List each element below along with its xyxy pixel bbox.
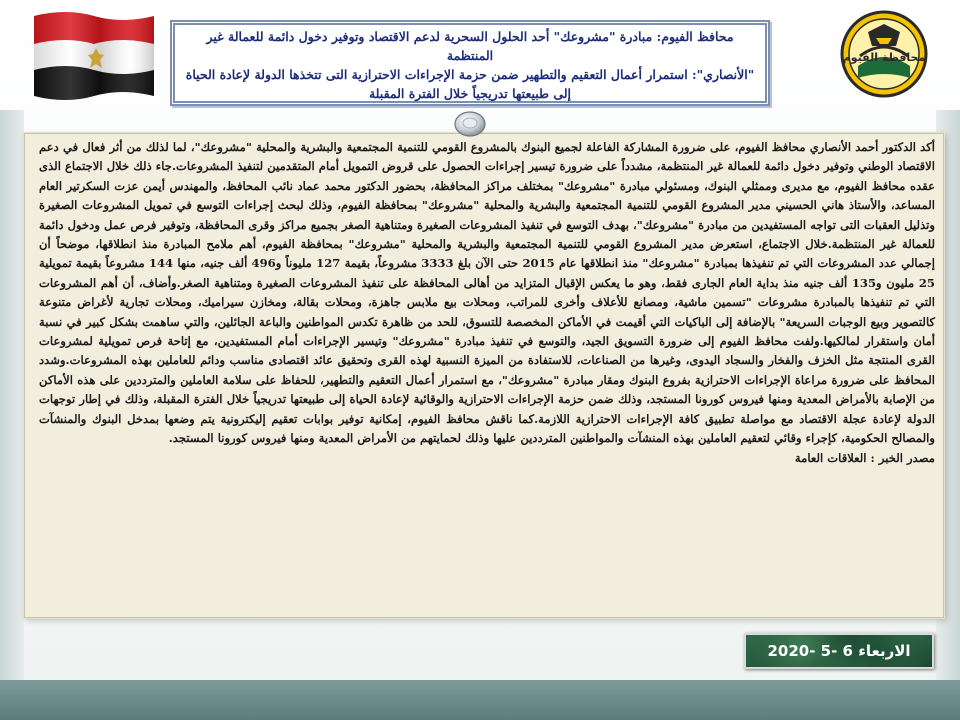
article-panel <box>24 133 944 618</box>
logo-text: محافظة الفيوم <box>842 51 926 64</box>
article-text <box>39 138 935 468</box>
background-footer-band <box>0 680 960 720</box>
background-side-left <box>0 110 24 680</box>
headline-box <box>170 20 770 106</box>
date-plate: الاربعاء 6 -5 -2020 <box>744 633 934 669</box>
egypt-flag-icon <box>30 6 158 102</box>
headline-line-2: "الأنصاري": استمرار أعمال التعقيم والتطهير ضمن حزمة الإجراءات الاحترازية التى تتخذها الدولة لإعادة الحياة إلى طبيعتها تدريجياً خلال الفترة المقبلة <box>185 67 755 101</box>
pin-knob-icon <box>451 110 489 140</box>
headline-line-1: محافظ الفيوم: مبادرة "مشروعك" أحد الحلول السحرية لدعم الاقتصاد وتوفير دخول دائمة للعمالة غير المنتظمة <box>206 29 734 63</box>
fayoum-governorate-logo-icon <box>838 8 930 100</box>
article-body: أكد الدكتور أحمد الأنصاري محافظ الفيوم، على ضرورة المشاركة الفاعلة لجميع البنوك بالمشروع القومي للتنمية المجتمعية والبشرية والمحلية "مشروعك"، لما لذلك من أثر فعال في دعم الاقتصاد الوطني وتوفير دخول دائمة للعمالة غير المنتظمة، مشدداً على ضرورة تيسير إجراءات الحصول على قروض التمويل أمام المتقدمين لتنفيذ المشروعات.جاء ذلك خلال الاجتماع الذى عقده محافظ الفيوم، مع مديرى وممثلي البنوك، ومسئولي مبادرة "مشروعك" بمختلف مراكز المحافظة، بحضور الدكتور محمد عماد نائب المحافظ، والمهندس أيمن عزت السكرتير العام المساعد، والأستاذ هاني الحسيني مدير المشروع القومي للتنمية المجتمعية والبشرية والمحلية "مشروعك" بمحافظة الفيوم، وذلك لبحث إجراءات التوسع في تمويل المشروعات الصغيرة وتذليل العقبات التى تواجه المستفيدين من مبادرة "مشروعك"، بهدف التوسع في تنفيذ المشروعات الصغيرة ومتناهية الصغر بجميع مراكز وقرى المحافظة، وتوفير فرص عمل ودخول دائمة للعمالة غير المنتظمة.خلال الاجتماع، استعرض مدير المشروع القومي للتنمية المجتمعية والبشرية والمحلية "مشروعك" بمحافظة الفيوم، أهم ملامح المبادرة منذ انطلاقها، موضحاً أن إجمالي عدد المشروعات التي تم تنفيذها بمبادرة "مشروعك" منذ انطلاقها عام 2015 حتى الآن بلغ 3333 مشروعاً، بقيمة 127 مليوناً و496 ألف جنيه، منها 144 مشروعاً بقيمة تمويلية 25 مليون و135 ألف جنيه منذ بداية العام الجارى فقط، وهو ما يعكس الإقبال المتزايد من أهالى المحافظة على تنفيذ المشروعات الصغيرة ومتناهية الصغر.وأضاف، أن أهم المشروعات التي تم تنفيذها بالمبادرة مشروعات "تسمين ماشية، ومصانع للأعلاف وأخرى للمراتب، ومحلات بيع ملابس جاهزة، ومحلات بقالة، ومخازن سيراميك، ومحلات تجارية لأغراض متنوعة كالتصوير وبيع الوجبات السريعة" بالإضافة إلى الباكيات التي أقيمت في الأماكن المخصصة للتسوق، للحد من ظاهرة تكدس المواطنين والباعة الجائلين، والتي ساهمت بشكل كبير في نسبة أمان واستقرار لمالكيها.ولفت محافظ الفيوم إلى ضرورة التسويق الجيد، والتوسع في تنفيذ مبادرة "مشروعك" وتيسير الإجراءات أمام المستفيدين، مع إتاحة فرص تمويلية لمشروعات القرى المنتجة مثل الخزف والفخار والسجاد اليدوى، وغيرها من الصناعات، للاستفادة من الميزة النسبية لهذه القرى وتحقيق عائد اقتصادى مناسب ودائم للعاملين بهذه المشروعات.وشدد المحافظ على ضرورة مراعاة الإجراءات الاحترازية بفروع البنوك ومقار مبادرة "مشروعك"، مع استمرار أعمال التعقيم والتطهير، للحفاظ على سلامة العاملين والمترددين على هذه الأماكن من الإصابة بالأمراض المعدية ومنها فيروس كورونا المستجد، وذلك ضمن حزمة الإجراءات الاحترازية والوقائية لإعادة الحياة إلى طبيعتها تدريجياً خلال الفترة المقبلة، وذلك في إطار توجهات الدولة لإعادة عجلة الاقتصاد مع مواصلة تطبيق كافة الإجراءات الاحترازية اللازمة.كما ناقش محافظ الفيوم، إمكانية توفير بوابات تعقيم إليكترونية يتم وضعها بمدخل البنوك والمنشآت والمصالح الحكومية، كإجراء وقائي لتعقيم العاملين بهذه المنشآت والمواطنين المترددين عليها وذلك لحمايتهم من الأمراض المعدية ومنها فيروس كورونا المستجد. <box>39 140 936 446</box>
article-source: مصدر الخبر : العلاقات العامة <box>794 450 935 465</box>
